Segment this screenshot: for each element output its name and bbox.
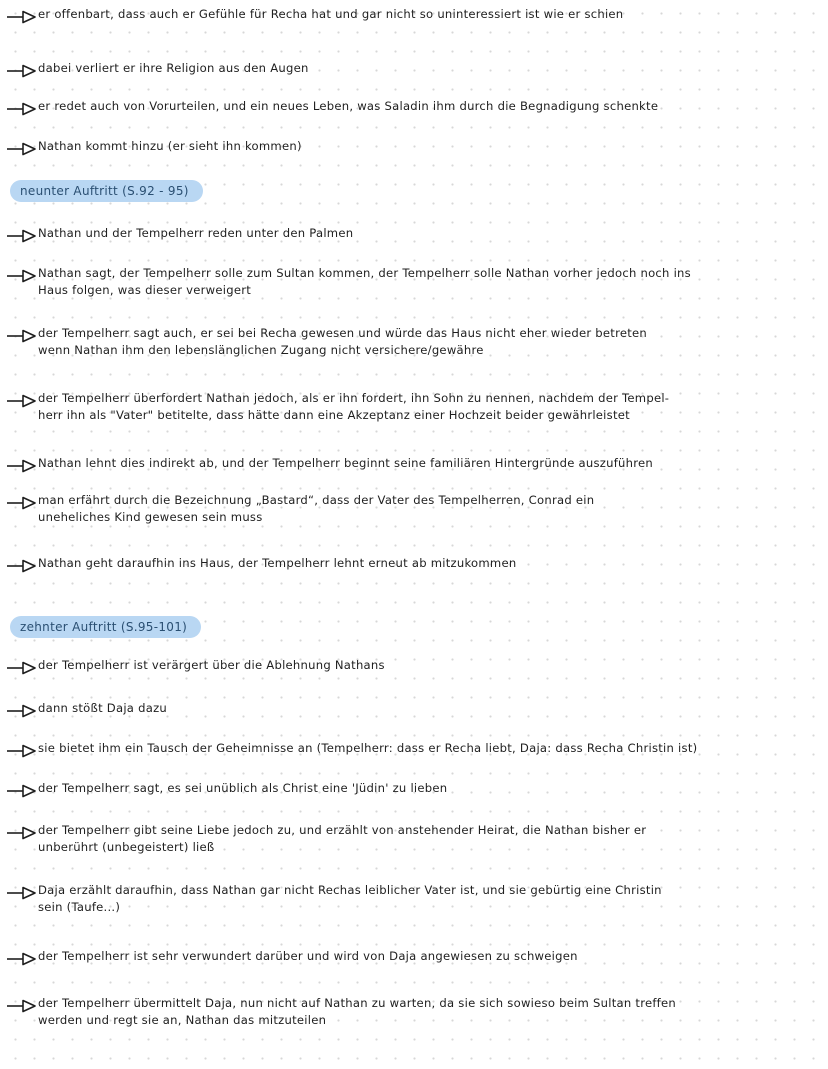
arrow-right-icon [6, 142, 38, 156]
bullet-item [6, 98, 824, 116]
bullet-text: der Tempelherr übermittelt Daja, nun nicht auf Nathan zu warten, da sie sich sowieso beim Sultan treffen werden und regt sie an, Nathan das mitzuteilen [38, 996, 676, 1027]
bullet-item [6, 325, 824, 359]
section-heading: zehnter Auftritt (S.95-101) [10, 616, 201, 638]
bullet-text: dabei verliert er ihre Religion aus den Augen [38, 61, 309, 75]
arrow-right-icon [6, 559, 38, 573]
bullet-text: Nathan kommt hinzu (er sieht ihn kommen) [38, 139, 302, 153]
arrow-right-icon [6, 64, 38, 78]
bullet-text: der Tempelherr überfordert Nathan jedoch, als er ihn fordert, ihn Sohn zu nennen, nachdem der Tempel- herr ihn als "Vater" betitelte, dass hätte dann eine Akzeptanz einer Hochzeit beider gewährleistet [38, 391, 670, 422]
bullet-text: er redet auch von Vorurteilen, und ein neues Leben, was Saladin ihm durch die Begnadigung schenkte [38, 99, 659, 113]
bullet-item [6, 948, 824, 966]
arrow-right-icon [6, 102, 38, 116]
bullet-item [6, 138, 824, 156]
bullet-item [6, 60, 824, 78]
bullet-text: Nathan geht daraufhin ins Haus, der Tempelherr lehnt erneut ab mitzukommen [38, 556, 517, 570]
bullet-item [6, 492, 824, 526]
arrow-right-icon [6, 496, 38, 510]
bullet-text: Daja erzählt daraufhin, dass Nathan gar nicht Rechas leiblicher Vater ist, und sie gebürtig eine Christin sein (Taufe...) [38, 883, 662, 914]
arrow-right-icon [6, 459, 38, 473]
bullet-item [6, 455, 824, 473]
arrow-right-icon [6, 269, 38, 283]
arrow-right-icon [6, 229, 38, 243]
arrow-right-icon [6, 886, 38, 900]
bullet-text: der Tempelherr ist verärgert über die Ablehnung Nathans [38, 658, 385, 672]
bullet-text: Nathan sagt, der Tempelherr solle zum Sultan kommen, der Tempelherr solle Nathan vorher jedoch noch ins Haus folgen, was dieser verweigert [38, 266, 691, 297]
bullet-item [6, 780, 824, 798]
arrow-right-icon [6, 394, 38, 408]
bullet-item [6, 390, 824, 424]
bullet-item [6, 225, 824, 243]
arrow-right-icon [6, 952, 38, 966]
arrow-right-icon [6, 704, 38, 718]
bullet-text: man erfährt durch die Bezeichnung „Bastard“, dass der Vater des Tempelherren, Conrad ein uneheliches Kind gewesen sein muss [38, 493, 595, 524]
section-heading: neunter Auftritt (S.92 - 95) [10, 180, 203, 202]
bullet-item [6, 6, 824, 24]
bullet-text: sie bietet ihm ein Tausch der Geheimnisse an (Tempelherr: dass er Recha liebt, Daja: dass Recha Christin ist) [38, 741, 698, 755]
bullet-item [6, 265, 824, 299]
arrow-right-icon [6, 10, 38, 24]
arrow-right-icon [6, 661, 38, 675]
arrow-right-icon [6, 999, 38, 1013]
bullet-text: er offenbart, dass auch er Gefühle für Recha hat und gar nicht so uninteressiert ist wie er schien [38, 7, 624, 21]
arrow-right-icon [6, 744, 38, 758]
bullet-text: Nathan und der Tempelherr reden unter den Palmen [38, 226, 354, 240]
bullet-text: der Tempelherr sagt auch, er sei bei Recha gewesen und würde das Haus nicht eher wieder betreten wenn Nathan ihm den lebenslänglichen Zugang nicht versichere/gewähre [38, 326, 648, 357]
bullet-text: der Tempelherr sagt, es sei unüblich als Christ eine 'Jüdin' zu lieben [38, 781, 448, 795]
bullet-text: der Tempelherr ist sehr verwundert darüber und wird von Daja angewiesen zu schweigen [38, 949, 578, 963]
bullet-text: Nathan lehnt dies indirekt ab, und der Tempelherr beginnt seine familiären Hintergründe auszuführen [38, 456, 653, 470]
bullet-item [6, 700, 824, 718]
bullet-item [6, 822, 824, 856]
bullet-item [6, 740, 824, 758]
bullet-text: dann stößt Daja dazu [38, 701, 167, 715]
bullet-item [6, 555, 824, 573]
bullet-text: der Tempelherr gibt seine Liebe jedoch zu, und erzählt von anstehender Heirat, die Nathan bisher er unberührt (unbegeistert) ließ [38, 823, 647, 854]
bullet-item [6, 995, 824, 1029]
bullet-item [6, 882, 824, 916]
arrow-right-icon [6, 826, 38, 840]
arrow-right-icon [6, 329, 38, 343]
arrow-right-icon [6, 784, 38, 798]
bullet-item [6, 657, 824, 675]
